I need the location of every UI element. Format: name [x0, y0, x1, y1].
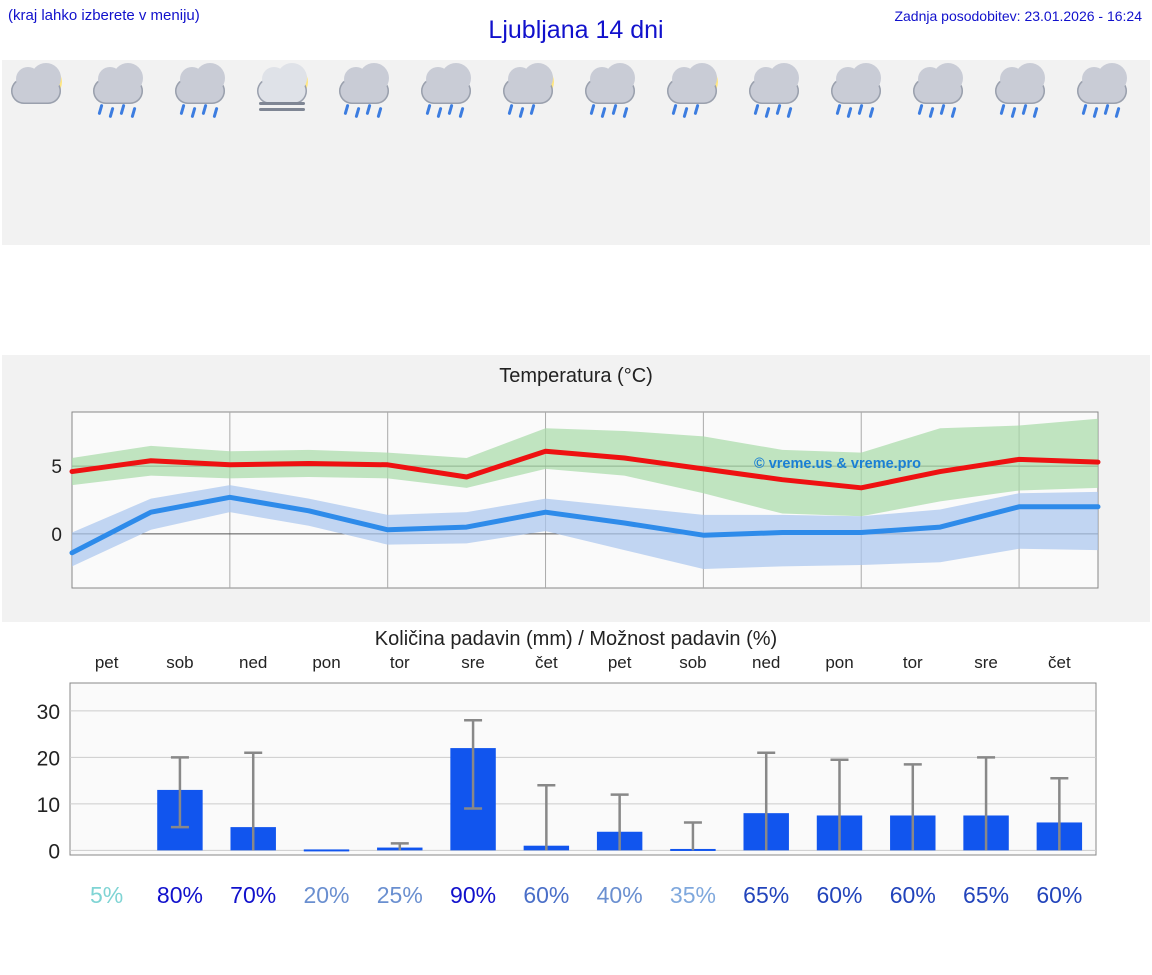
rain-drops-icon — [919, 104, 961, 120]
rain-drops-icon — [1001, 104, 1043, 120]
precip-probability: 65% — [743, 882, 790, 908]
cloud-icon — [667, 78, 717, 104]
precipitation-chart-title: Količina padavin (mm) / Možnost padavin (%) — [374, 628, 778, 650]
precip-probability: 40% — [596, 882, 643, 908]
day-column[interactable] — [576, 60, 658, 245]
temperature-chart-section — [2, 355, 1150, 622]
precip-day-label: čet — [535, 653, 558, 672]
weather-icon — [417, 68, 489, 120]
precip-day-label: sob — [679, 653, 707, 672]
day-column[interactable] — [904, 60, 986, 245]
cloud-icon — [1077, 78, 1127, 104]
svg-text:20: 20 — [36, 747, 60, 771]
rain-drops-icon — [509, 104, 551, 120]
precip-day-label: ned — [752, 653, 781, 672]
precip-probability: 25% — [376, 882, 423, 908]
rain-drops-icon — [755, 104, 797, 120]
rain-drops-icon — [181, 104, 223, 120]
temperature-chart — [2, 392, 1150, 622]
precipitation-chart — [0, 653, 1152, 918]
day-column[interactable] — [84, 60, 166, 245]
rain-drops-icon — [591, 104, 633, 120]
day-column[interactable] — [494, 60, 576, 245]
precip-probability: 5% — [90, 882, 124, 908]
day-column[interactable] — [822, 60, 904, 245]
cloud-icon — [421, 78, 471, 104]
svg-text:30: 30 — [36, 700, 60, 724]
weather-icon — [581, 68, 653, 120]
precip-day-label: ned — [239, 653, 268, 672]
day-column[interactable] — [330, 60, 412, 245]
svg-text:5: 5 — [51, 457, 62, 479]
day-column[interactable] — [248, 60, 330, 245]
day-column[interactable] — [986, 60, 1068, 245]
precipitation-chart-section — [0, 622, 1152, 918]
day-column[interactable] — [166, 60, 248, 245]
precip-day-label: pet — [607, 653, 632, 672]
daily-forecast-strip — [2, 60, 1150, 245]
svg-text:10: 10 — [36, 793, 60, 817]
precip-probability: 60% — [523, 882, 570, 908]
precip-day-label: pon — [312, 653, 341, 672]
cloud-icon — [11, 78, 61, 104]
precipitation-day-labels — [0, 653, 1152, 675]
day-column[interactable] — [1068, 60, 1150, 245]
precip-probability: 35% — [669, 882, 716, 908]
day-column[interactable] — [2, 60, 84, 245]
precip-probability: 80% — [156, 882, 203, 908]
cloud-icon — [831, 78, 881, 104]
precip-probability: 70% — [230, 882, 277, 908]
svg-text:0: 0 — [48, 840, 60, 864]
weather-icon — [827, 68, 899, 120]
weather-icon — [991, 68, 1063, 120]
day-column[interactable] — [658, 60, 740, 245]
precip-day-label: sob — [166, 653, 194, 672]
precip-day-label: tor — [389, 653, 410, 672]
rain-drops-icon — [427, 104, 469, 120]
temperature-chart-title: Temperatura (°C) — [499, 365, 653, 387]
location-menu-note[interactable]: (kraj lahko izberete v meniju) — [8, 7, 200, 24]
weather-icon — [253, 68, 325, 120]
cloud-icon — [339, 78, 389, 104]
weather-icon — [663, 68, 735, 120]
weather-icon — [7, 68, 79, 120]
precip-probability: 60% — [1036, 882, 1083, 908]
weather-icon — [89, 68, 161, 120]
cloud-icon — [995, 78, 1045, 104]
precip-day-label: pon — [825, 653, 854, 672]
precip-probability: 60% — [889, 882, 936, 908]
rain-drops-icon — [837, 104, 879, 120]
fog-icon — [259, 102, 305, 116]
day-column[interactable] — [412, 60, 494, 245]
rain-drops-icon — [1083, 104, 1125, 120]
cloud-icon — [749, 78, 799, 104]
precipitation-probability-row — [0, 882, 1152, 916]
rain-drops-icon — [673, 104, 715, 120]
precip-day-label: čet — [1048, 653, 1071, 672]
weather-icon — [745, 68, 817, 120]
precip-day-label: tor — [902, 653, 923, 672]
weather-icon — [1073, 68, 1145, 120]
weather-icon — [335, 68, 407, 120]
precipitation-plot — [0, 675, 1148, 880]
weather-icon — [499, 68, 571, 120]
rain-drops-icon — [345, 104, 387, 120]
svg-text:0: 0 — [51, 524, 62, 546]
rain-drops-icon — [99, 104, 141, 120]
weather-icon — [171, 68, 243, 120]
cloud-icon — [257, 78, 307, 104]
cloud-icon — [93, 78, 143, 104]
temperature-plot — [2, 392, 1150, 617]
page-header — [0, 0, 1152, 60]
precip-day-label: sre — [461, 653, 485, 672]
precip-probability: 90% — [450, 882, 497, 908]
weather-icon — [909, 68, 981, 120]
page-title: Ljubljana 14 dni — [488, 16, 664, 44]
precip-day-label: sre — [974, 653, 998, 672]
credit-label: © vreme.us & vreme.pro — [754, 456, 922, 472]
cloud-icon — [175, 78, 225, 104]
cloud-icon — [503, 78, 553, 104]
precip-probability: 65% — [963, 882, 1010, 908]
cloud-icon — [913, 78, 963, 104]
precip-day-label: pet — [94, 653, 119, 672]
day-column[interactable] — [740, 60, 822, 245]
precip-probability: 20% — [303, 882, 350, 908]
cloud-icon — [585, 78, 635, 104]
precip-probability: 60% — [816, 882, 863, 908]
last-update-label: Zadnja posodobitev: 23.01.2026 - 16:24 — [894, 8, 1142, 24]
